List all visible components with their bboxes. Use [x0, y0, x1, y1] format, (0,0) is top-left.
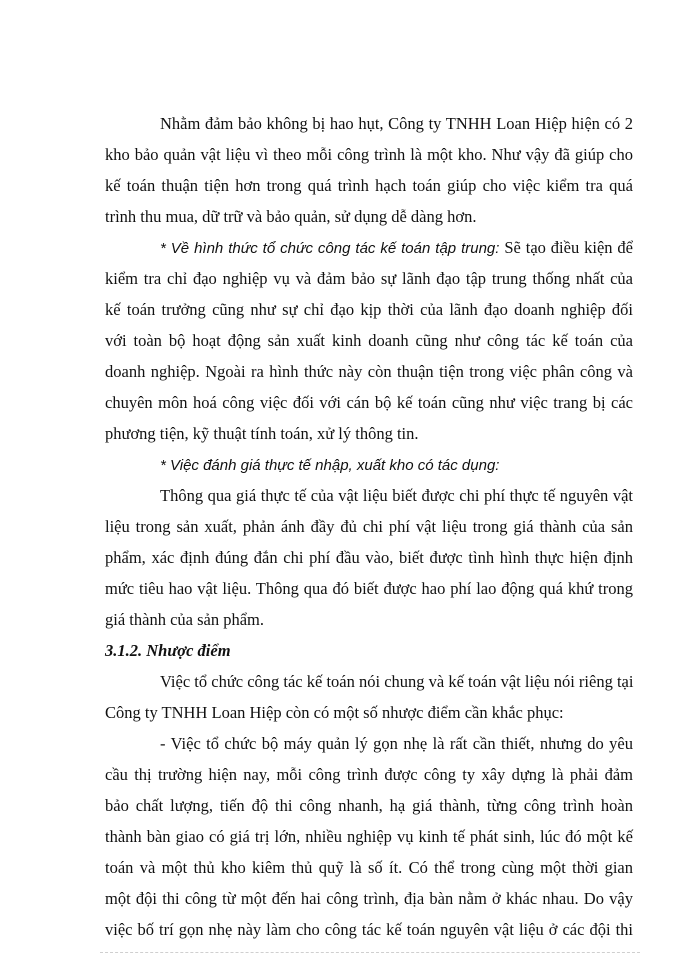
para4-line-5: giá thành của sản phẩm. [105, 610, 264, 629]
para1-line-4: trình thu mua, dữ trữ và bảo quản, sử dụng dễ dàng hơn. [105, 207, 477, 226]
para6-line-5: toán và một thủ kho kiêm thủ quỹ là số ít. Có thể trong cùng một thời gian [105, 858, 633, 877]
para4-line-4: mức tiêu hao vật liệu. Thông qua đó biết được hao phí lao động quá khứ trong [105, 579, 633, 598]
para6-line-3: bảo chất lượng, tiến độ thi công nhanh, hạ giá thành, từng công trình hoàn [105, 796, 633, 815]
para3-italic-line [160, 450, 633, 480]
para2-line-3: kế toán trưởng cũng như sự chỉ đạo kịp thời của lãnh đạo doanh nghiệp đối [105, 300, 633, 319]
page-bottom-rule [100, 952, 640, 953]
para2-italic-lead: * Về hình thức tổ chức công tác kế toán tập trung: [160, 240, 500, 257]
para2-line-7: phương tiện, kỹ thuật tính toán, xử lý thông tin. [105, 424, 419, 443]
para6-line-7: việc bố trí gọn nhẹ này làm cho công tác kế toán nguyên vật liệu ở các đội thi [105, 920, 633, 939]
section-heading: 3.1.2. Nhược điểm [105, 641, 231, 660]
para2-line-6: chuyên môn hoá công việc đối với cán bộ kế toán cũng như việc trang bị các [105, 393, 633, 412]
para3-italic-lead: * Việc đánh giá thực tế nhập, xuất kho có tác dụng: [160, 457, 500, 474]
para5-line-1: Việc tổ chức công tác kế toán nói chung và kế toán vật liệu nói riêng tại [160, 672, 634, 691]
para4-line-3: phẩm, xác định đúng đắn chi phí đầu vào, biết được tình hình thực hiện định [105, 548, 633, 567]
para1-line-3: kế toán thuận tiện hơn trong quá trình hạch toán giúp cho việc kiểm tra quá [105, 176, 633, 195]
para2-line-5: doanh nghiệp. Ngoài ra hình thức này còn thuận tiện trong việc phân công và [105, 362, 633, 381]
para2-line-1 [160, 233, 633, 263]
para6-line-2: cầu thị trường hiện nay, mỗi công trình được công ty xây dựng là phải đảm [105, 765, 633, 784]
para6-line-4: thành bàn giao có giá trị lớn, nhiều nghiệp vụ kinh tế phát sinh, lúc đó một kế [105, 827, 633, 846]
para4-line-1: Thông qua giá thực tế của vật liệu biết được chi phí thực tế nguyên vật [160, 486, 633, 505]
para2-line-2: kiểm tra chỉ đạo nghiệp vụ và đảm bảo sự lãnh đạo tập trung thống nhất của [105, 269, 633, 288]
para2-first-rest: Sẽ tạo điều kiện để [499, 238, 633, 257]
para1-line-1: Nhằm đảm bảo không bị hao hụt, Công ty TNHH Loan Hiệp hiện có 2 [160, 114, 633, 133]
para4-line-2: liệu trong sản xuất, phản ánh đầy đủ chi phí vật liệu trong giá thành của sản [105, 517, 633, 536]
para6-line-1: - Việc tổ chức bộ máy quản lý gọn nhẹ là rất cần thiết, nhưng do yêu [160, 734, 633, 753]
para6-line-6: một đội thi công từ một đến hai công trình, địa bàn nằm ở khác nhau. Do vậy [105, 889, 633, 908]
para5-line-2: Công ty TNHH Loan Hiệp còn có một số nhược điểm cần khắc phục: [105, 703, 564, 722]
para1-line-2: kho bảo quản vật liệu vì theo mỗi công trình là một kho. Như vậy đã giúp cho [105, 145, 633, 164]
para2-line-4: với toàn bộ hoạt động sản xuất kinh doanh cũng như công tác kế toán của [105, 331, 633, 350]
